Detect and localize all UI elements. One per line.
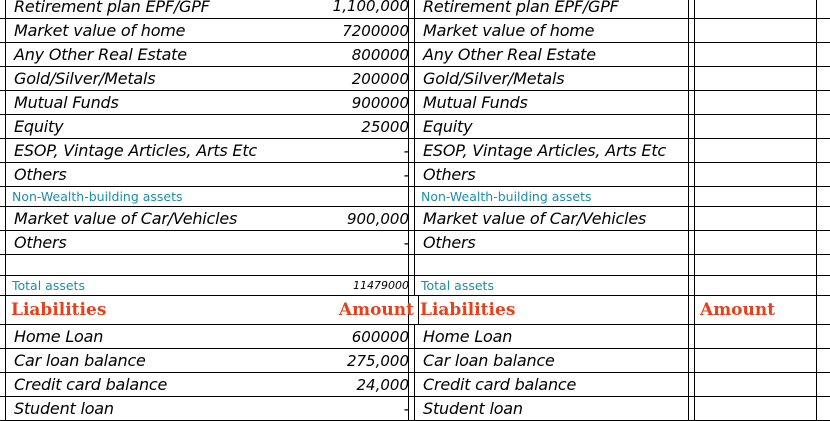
- cell[interactable]: [817, 373, 830, 397]
- liability-amount[interactable]: 600000: [409, 325, 415, 349]
- asset-amount[interactable]: 900000: [409, 91, 415, 115]
- asset-label-right[interactable]: ESOP, Vintage Articles, Arts Etc: [415, 139, 689, 163]
- liability-label[interactable]: Car loan balance: [6, 349, 409, 373]
- liabilities-heading[interactable]: Liabilities: [6, 296, 409, 325]
- asset-section-row[interactable]: [0, 187, 830, 207]
- liability-label-right[interactable]: Student loan: [415, 397, 689, 421]
- asset-label[interactable]: Mutual Funds: [6, 91, 409, 115]
- cell[interactable]: [817, 91, 830, 115]
- cell[interactable]: [817, 255, 830, 276]
- asset-label[interactable]: Equity: [6, 115, 409, 139]
- liability-row[interactable]: [0, 325, 830, 349]
- cell[interactable]: [695, 207, 817, 231]
- liability-label-right[interactable]: Home Loan: [415, 325, 689, 349]
- section-label-right[interactable]: Non-Wealth-building assets: [415, 187, 689, 207]
- cell[interactable]: [817, 139, 830, 163]
- cell[interactable]: [695, 19, 817, 43]
- amount-heading-right[interactable]: Amount: [695, 296, 817, 325]
- amount-heading[interactable]: Amount: [409, 296, 419, 325]
- cell[interactable]: [695, 139, 817, 163]
- asset-amount[interactable]: 800000: [409, 43, 415, 67]
- total-assets-label[interactable]: Total assets: [6, 276, 409, 296]
- asset-label[interactable]: Retirement plan EPF/GPF: [6, 0, 409, 19]
- asset-label[interactable]: ESOP, Vintage Articles, Arts Etc: [6, 139, 409, 163]
- asset-amount[interactable]: -: [409, 231, 415, 255]
- liability-label[interactable]: Credit card balance: [6, 373, 409, 397]
- cell[interactable]: [695, 91, 817, 115]
- total-assets-row[interactable]: [0, 276, 830, 296]
- cell[interactable]: [695, 325, 817, 349]
- asset-label-right[interactable]: Gold/Silver/Metals: [415, 67, 689, 91]
- asset-label[interactable]: Others: [6, 163, 409, 187]
- asset-label-right[interactable]: Mutual Funds: [415, 91, 689, 115]
- liability-amount[interactable]: 275,000: [409, 349, 415, 373]
- asset-row[interactable]: [0, 139, 830, 163]
- asset-amount[interactable]: 25000: [409, 115, 415, 139]
- asset-row[interactable]: [0, 231, 830, 255]
- asset-label[interactable]: Gold/Silver/Metals: [6, 67, 409, 91]
- liabilities-heading-right[interactable]: Liabilities: [415, 296, 689, 325]
- cell[interactable]: [695, 67, 817, 91]
- asset-label[interactable]: Others: [6, 231, 409, 255]
- asset-label-right[interactable]: Others: [415, 231, 689, 255]
- asset-row[interactable]: [0, 163, 830, 187]
- asset-row[interactable]: [0, 19, 830, 43]
- liabilities-header-row[interactable]: [0, 296, 830, 325]
- asset-label[interactable]: Market value of home: [6, 19, 409, 43]
- asset-label-right[interactable]: Any Other Real Estate: [415, 43, 689, 67]
- cell[interactable]: [695, 0, 817, 19]
- asset-label-right[interactable]: Equity: [415, 115, 689, 139]
- liability-amount[interactable]: 24,000: [409, 373, 415, 397]
- liability-row[interactable]: [0, 349, 830, 373]
- asset-label-right[interactable]: Market value of Car/Vehicles: [415, 207, 689, 231]
- asset-label-right[interactable]: Others: [415, 163, 689, 187]
- cell[interactable]: [817, 296, 830, 325]
- asset-row[interactable]: [0, 43, 830, 67]
- section-label[interactable]: Non-Wealth-building assets: [6, 187, 409, 207]
- asset-amount[interactable]: 7200000: [409, 19, 415, 43]
- cell[interactable]: [817, 67, 830, 91]
- asset-amount[interactable]: 900,000: [409, 207, 415, 231]
- asset-label-right[interactable]: Retirement plan EPF/GPF: [415, 0, 689, 19]
- asset-label[interactable]: Market value of Car/Vehicles: [6, 207, 409, 231]
- cell[interactable]: [695, 231, 817, 255]
- cell[interactable]: [817, 115, 830, 139]
- cell[interactable]: [695, 276, 817, 296]
- cell[interactable]: [817, 276, 830, 296]
- liability-label[interactable]: Student loan: [6, 397, 409, 421]
- asset-row[interactable]: [0, 115, 830, 139]
- cell[interactable]: [817, 325, 830, 349]
- total-assets-label-right[interactable]: Total assets: [415, 276, 689, 296]
- cell[interactable]: [817, 187, 830, 207]
- asset-label-right[interactable]: Market value of home: [415, 19, 689, 43]
- asset-label[interactable]: Any Other Real Estate: [6, 43, 409, 67]
- cell[interactable]: [817, 207, 830, 231]
- liability-row[interactable]: [0, 373, 830, 397]
- cell[interactable]: [817, 231, 830, 255]
- asset-row[interactable]: [0, 67, 830, 91]
- cell[interactable]: [695, 349, 817, 373]
- asset-amount[interactable]: 200000: [409, 67, 415, 91]
- cell[interactable]: [695, 255, 817, 276]
- cell[interactable]: [695, 43, 817, 67]
- cell[interactable]: [6, 255, 409, 276]
- liability-amount[interactable]: -: [409, 397, 415, 421]
- cell[interactable]: [817, 43, 830, 67]
- cell[interactable]: [695, 187, 817, 207]
- liability-row[interactable]: [0, 397, 830, 421]
- cell[interactable]: [695, 373, 817, 397]
- cell[interactable]: [817, 163, 830, 187]
- liability-label-right[interactable]: Credit card balance: [415, 373, 689, 397]
- asset-amount[interactable]: -: [409, 163, 415, 187]
- asset-amount[interactable]: 1,100,000: [409, 0, 415, 19]
- liability-label[interactable]: Home Loan: [6, 325, 409, 349]
- cell[interactable]: [415, 255, 689, 276]
- cell[interactable]: [695, 397, 817, 421]
- cell[interactable]: [695, 163, 817, 187]
- asset-row[interactable]: [0, 0, 830, 19]
- cell[interactable]: [817, 19, 830, 43]
- asset-row[interactable]: [0, 91, 830, 115]
- asset-row[interactable]: [0, 207, 830, 231]
- total-assets-amount[interactable]: 11479000: [409, 276, 415, 296]
- cell[interactable]: [695, 115, 817, 139]
- cell[interactable]: [817, 397, 830, 421]
- liability-label-right[interactable]: Car loan balance: [415, 349, 689, 373]
- blank-row[interactable]: [0, 255, 830, 276]
- cell[interactable]: [817, 0, 830, 19]
- cell[interactable]: [817, 349, 830, 373]
- asset-amount[interactable]: -: [409, 139, 415, 163]
